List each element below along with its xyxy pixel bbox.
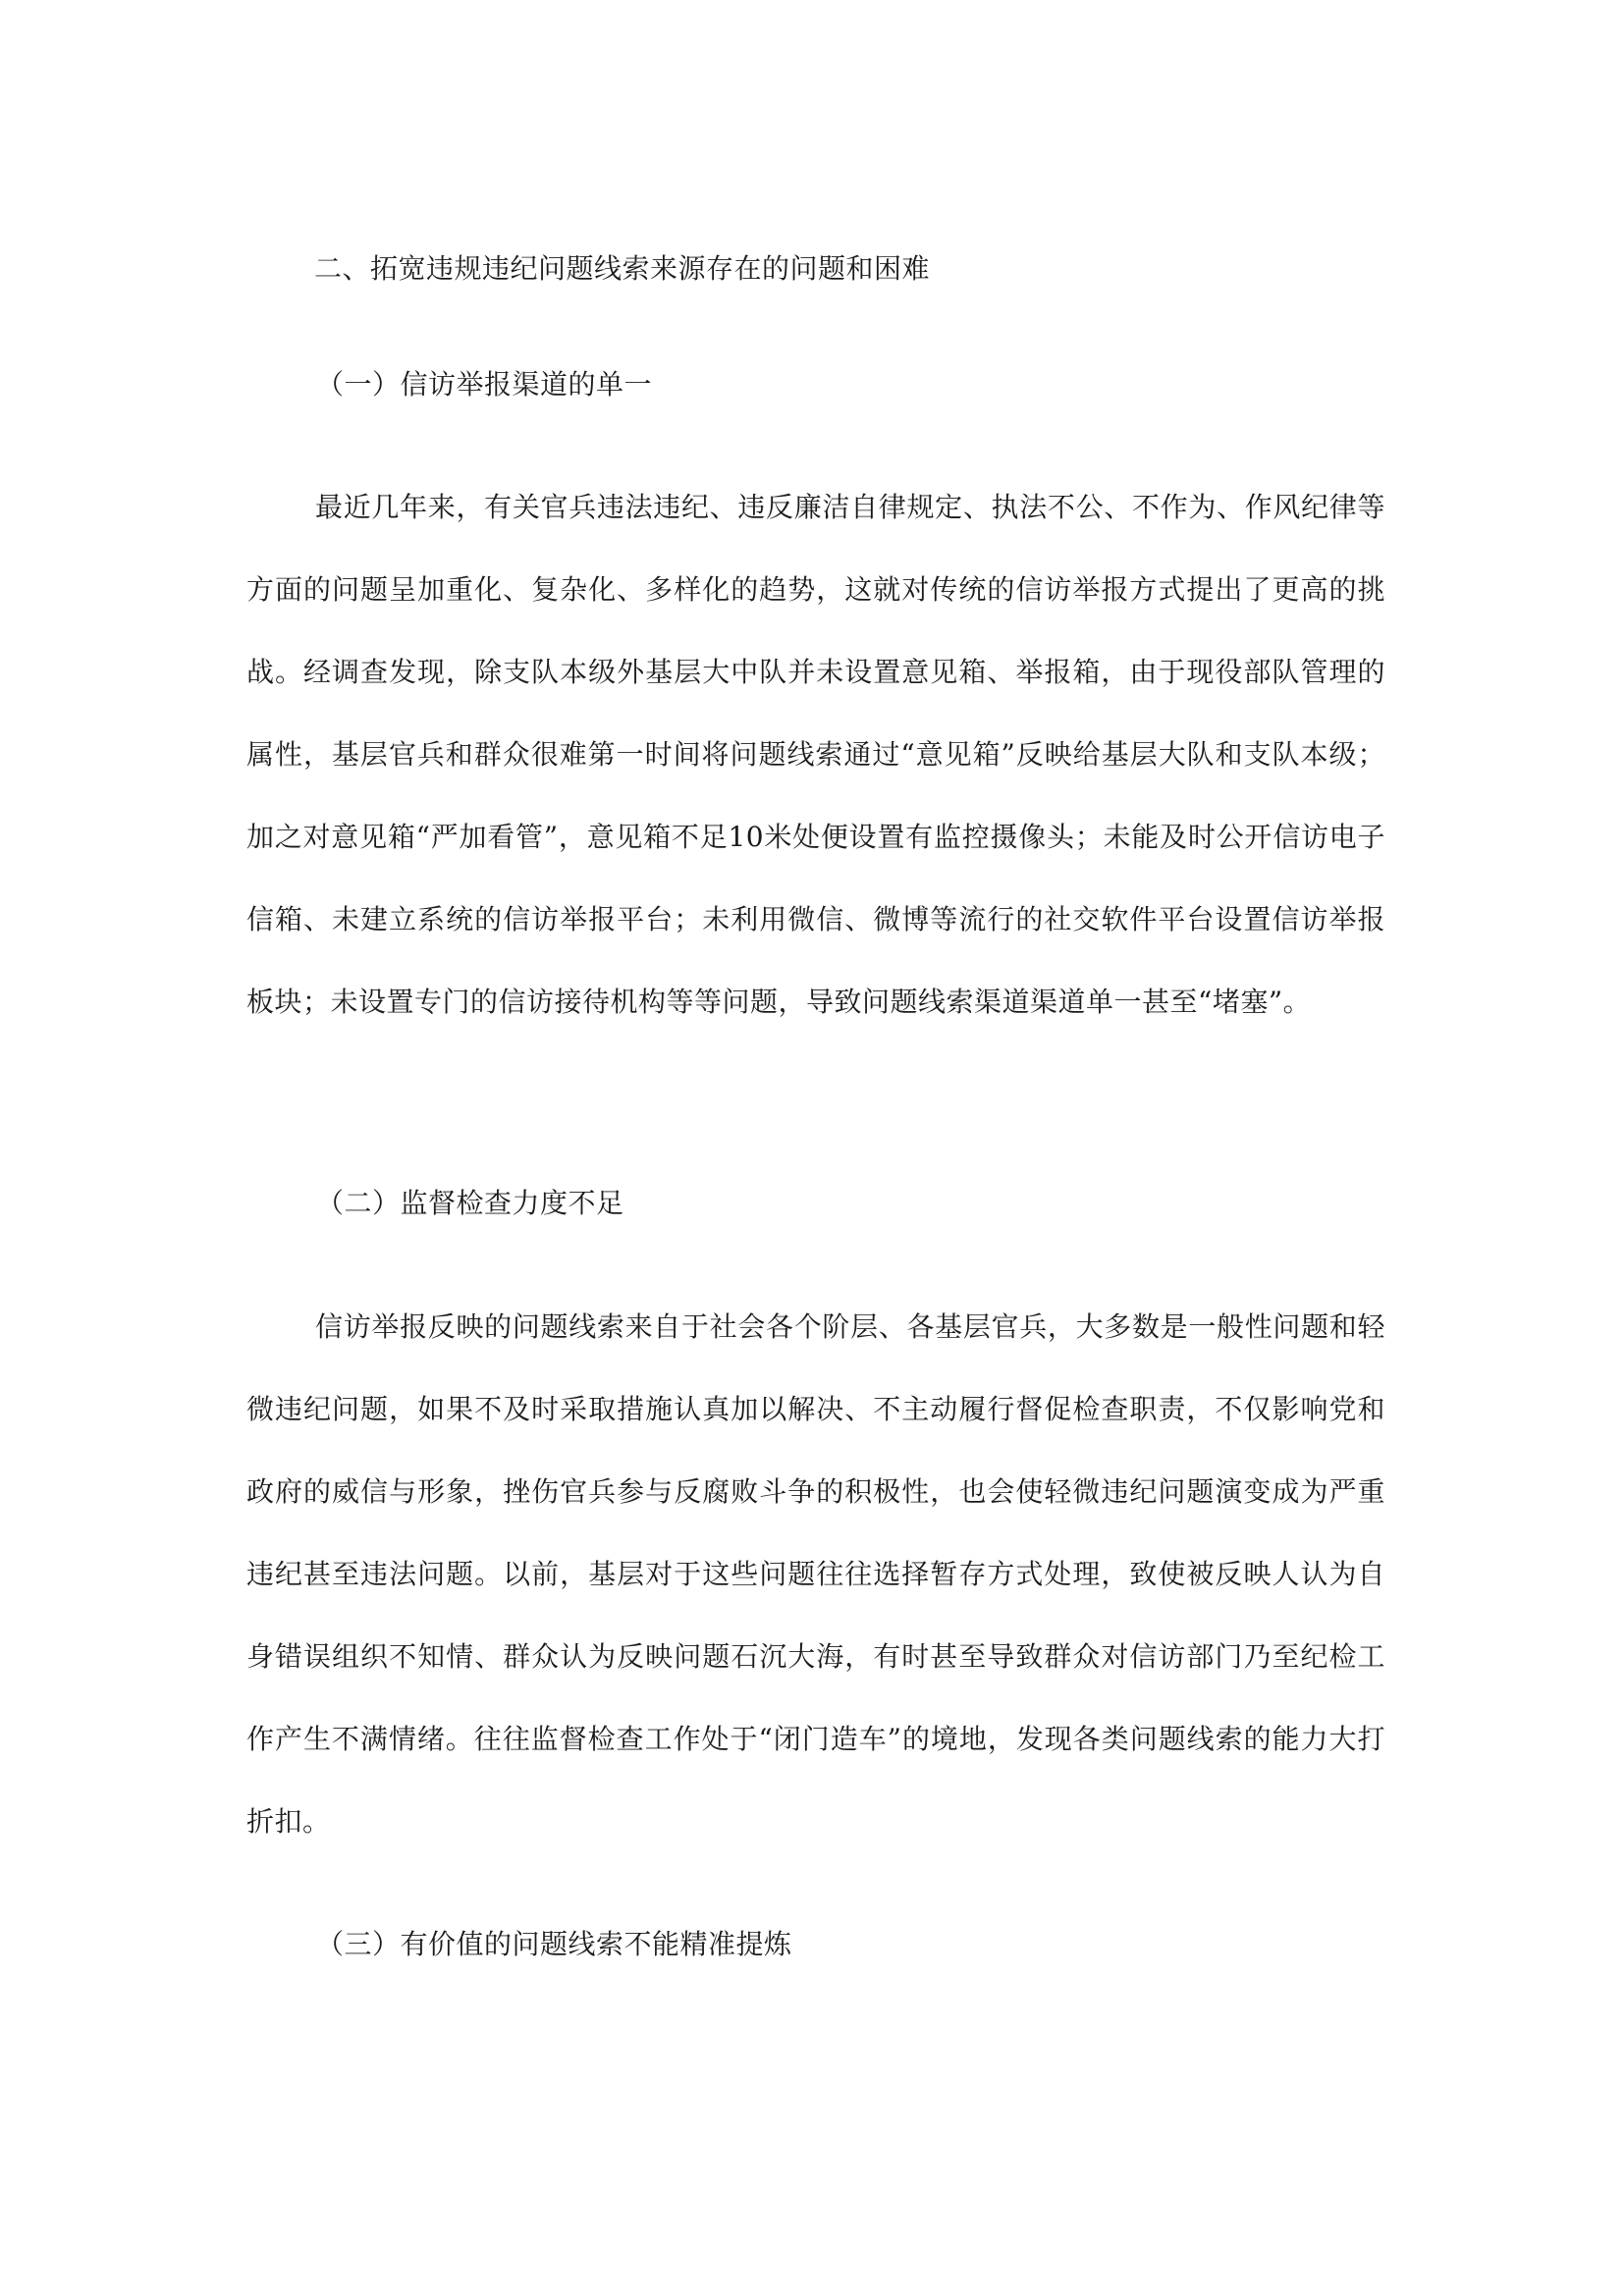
paragraph-2: 信访举报反映的问题线索来自于社会各个阶层、各基层官兵，大多数是一般性问题和轻微违纪问题，如果不及时采取措施认真加以解决、不主动履行督促检查职责，不仅影响党和政府的威信与形象，挫伤官兵参与反腐败斗争的积极性，也会使轻微违纪问题演变成为严重违纪甚至违法问题。以前，基层对于这些问题往往选择暂存方式处理，致使被反映人认为自身错误组织不知情、群众认为反映问题石沉大海，有时甚至导致群众对信访部门乃至纪检工作产生不满情绪。往往监督检查工作处于“闭门造车”的境地，发现各类问题线索的能力大打折扣。 (246, 1310, 1385, 1838)
subsection-title-2: （二）监督检查力度不足 (316, 1187, 624, 1219)
subsection-title-1: （一）信访举报渠道的单一 (316, 368, 653, 400)
section-title: 二、拓宽违规违纪问题线索来源存在的问题和困难 (314, 252, 931, 285)
subsection-title-3: （三）有价值的问题线索不能精准提炼 (316, 1928, 792, 1960)
paragraph-1: 最近几年来，有关官兵违法违纪、违反廉洁自律规定、执法不公、不作为、作风纪律等方面的问题呈加重化、复杂化、多样化的趋势，这就对传统的信访举报方式提出了更高的挑战。经调查发现，除支队本级外基层大中队并未设置意见箱、举报箱，由于现役部队管理的属性，基层官兵和群众很难第一时间将问题线索通过“意见箱”反映给基层大队和支队本级；加之对意见箱“严加看管”，意见箱不足10米处便设置有监控摄像头；未能及时公开信访电子信箱、未建立系统的信访举报平台；未利用微信、微博等流行的社交软件平台设置信访举报板块；未设置专门的信访接待机构等等问题，导致问题线索渠道渠道单一甚至“堵塞”。 (246, 491, 1385, 1018)
